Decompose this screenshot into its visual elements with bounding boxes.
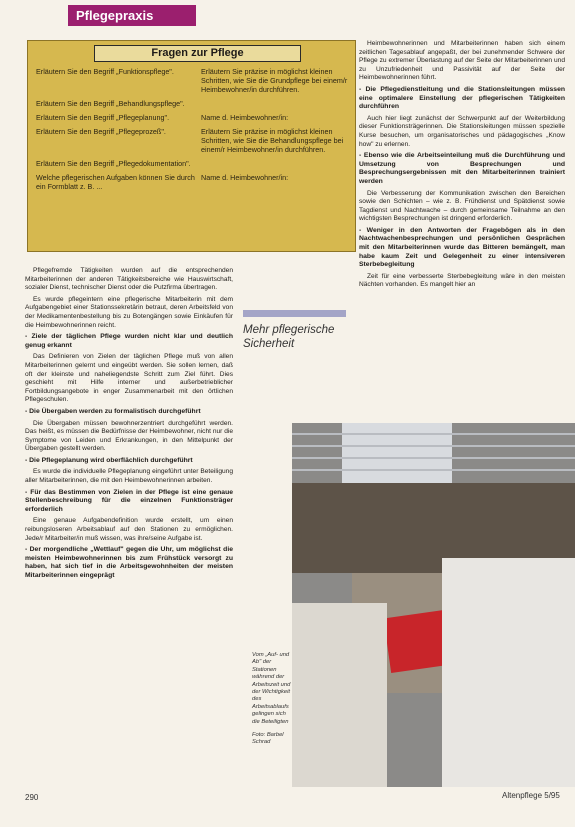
paragraph: Zeit für eine verbesserte Sterbebegleitung wäre in den meisten Nächten vorhanden. Es mangelt hier an (359, 272, 565, 289)
fragen-row (36, 171, 352, 194)
photo (292, 423, 575, 787)
photo-blind (292, 469, 575, 471)
fragen-row (36, 157, 352, 171)
photo-person-left (292, 603, 387, 787)
photo-credit: Foto: Barbel Schrad (252, 732, 284, 746)
subheading: - Die Pflegedienstleitung und die Stationsleitungen müssen eine optimalere Einstellung der pflegerischen Tätigkeiten durchführen (359, 85, 565, 111)
paragraph: Auch hier liegt zunächst der Schwerpunkt auf der Weiterbildung dieser Funktionsträgerinnen. Die Stationsleitungen müssen spezielle Kurse besuchen, um organisatorisches und pädagogisches „Know how" zu erlernen. (359, 114, 565, 148)
subheading: - Für das Bestimmen von Zielen in der Pflege ist eine genaue Stellenbeschreibung für die einzelnen Funktionsträger erforderlich (25, 488, 233, 513)
paragraph: Es wurde pflegeintern eine pflegerische Mitarbeiterin mit dem Aufgabengebiet einer Stationssekretärin betraut, deren Arbeitsfeld von der Medikamentenbestellung bis zu Botengängen sowie Einkäufen für die Heimbewohnerinnen reicht. (25, 295, 233, 329)
subheading: - Ziele der täglichen Pflege wurden nicht klar und deutlich genug erkannt (25, 333, 233, 349)
subheading: - Weniger in den Antworten der Fragebögen als in den Nachtwachenbesprechungen und persönlichen Gesprächen mit den Mitarbeiterinnen wurde das Bitteren bemängelt, man habe kaum Zeit und Gelegenheit zu einer intensiveren Sterbebegleitung (359, 226, 565, 269)
answer: Erläutern Sie präzise in möglichst kleinen Schritten, wie Sie die Grundpflege bei einem/r Heimbewohner/in durchführen. (201, 67, 348, 94)
photo-person (442, 558, 575, 787)
answer: Name d. Heimbewohner/in: (201, 173, 289, 182)
section-tab: Pflegepraxis (68, 5, 196, 26)
photo-blind (292, 457, 575, 459)
fragen-table (36, 65, 352, 194)
answer (201, 97, 352, 111)
subheading: - Ebenso wie die Arbeitseinteilung muß die Durchführung und Umsetzung von Besprechungen und Besprechungsergebnissen mit den Mitarbeiterinnen trainiert werden (359, 152, 565, 185)
answer (201, 157, 352, 171)
paragraph: Pflegefremde Tätigkeiten wurden auf die entsprechenden Mitarbeiterinnen der anderen Tätigkeitsbereiche wie Hauswirtschaft, sozialer Dienst, technischer Dienst oder die Putzfirma übertragen. (25, 267, 233, 292)
photo-window (342, 423, 452, 483)
subheading: - Die Pflegeplanung wird oberflächlich durchgeführt (25, 456, 193, 464)
paragraph: Heimbewohnerinnen und Mitarbeiterinnen haben sich einem zeitlichen Tagesablauf angepaßt, der bei zunehmender Schwere der Pflege zu extremer Überlastung auf der Seite der Mitarbeiterinnen und zu Unzufriedenheit und Passivität auf der Seite der Heimbewohnerinnen führt. (359, 40, 565, 82)
question: Erläutern Sie den Begriff „Pflegedokumentation". (36, 159, 191, 168)
paragraph: Es wurde die individuelle Pflegeplanung eingeführt unter Beteiligung aller Mitarbeiterinnen, die mit den Heimbewohnerinnen arbeiten. (25, 468, 233, 485)
paragraph: Eine genaue Aufgabendefinition wurde erstellt, um einen reibungsloseren Arbeitsablauf auf den Stationen zu ermöglichen. Jede/r Mitarbeiter/in muß wissen, was ihre/seine Aufgabe ist. (25, 517, 233, 542)
fragen-box-title: Fragen zur Pflege (94, 45, 301, 62)
question: Erläutern Sie den Begriff „Pflegeprozeß". (36, 127, 166, 136)
subheading: - Die Übergaben werden zu formalistisch durchgeführt (25, 407, 201, 415)
photo-blind (292, 433, 575, 435)
fragen-row (36, 125, 352, 157)
paragraph: Die Verbesserung der Kommunikation zwischen den Bereichen sowie den Schichten – wie z. B. Frühdienst und Spätdienst sowie Tagdienst und Nachtwache – durch gemeinsame Teilnahme an den wichtigsten Besprechungen ist dringend erforderlich. (359, 189, 565, 223)
pull-quote: Mehr pflegerische Sicherheit (243, 310, 346, 351)
paragraph: Das Definieren von Zielen der täglichen Pflege muß von allen Mitarbeiterinnen gelernt und eingeübt werden. Sie sollen lernen, daß oft der kleinste und naheliegendste Schritt zum Ziel führt. Dies geschieht mit Hilfe interner und außerbetrieblicher Fortbildungsangebote in enger Zusammenarbeit mit den örtlichen Pflegeschulen. (25, 353, 233, 404)
paragraph: Die Übergaben müssen bewohnerzentriert durchgeführt werden. Das heißt, es müssen die Bedürfnisse der Heimbewohner, nicht nur die Symptome von Leiden und Erkrankungen, in den Mittelpunkt der Übergaben gestellt werden. (25, 419, 233, 453)
question: Welche pflegerischen Aufgaben können Sie durch ein Formblatt z. B. ... (36, 173, 195, 191)
page-number: 290 (25, 793, 39, 802)
question: Erläutern Sie den Begriff „Funktionspflege". (36, 67, 174, 76)
fragen-row (36, 65, 352, 97)
fragen-row (36, 97, 352, 111)
subheading: - Der morgendliche „Wettlauf" gegen die Uhr, um möglichst die meisten Heimbewohnerinnen bis zum Frühstück versorgt zu haben, hat sich tief in die Arbeitsgewohnheiten der meisten Mitarbeiterinnen eingeprägt (25, 546, 233, 579)
photo-blind (292, 445, 575, 447)
journal-name: Altenpflege 5/95 (502, 791, 560, 800)
fragen-row (36, 111, 352, 125)
answer: Name d. Heimbewohner/in: (201, 113, 289, 122)
question: Erläutern Sie den Begriff „Behandlungspflege". (36, 99, 185, 108)
left-column (25, 267, 233, 584)
question: Erläutern Sie den Begriff „Pflegeplanung". (36, 113, 170, 122)
right-column (359, 40, 565, 293)
photo-caption (252, 652, 292, 747)
answer: Erläutern Sie präzise in möglichst kleinen Schritten, wie Sie die Behandlungspflege bei einem/r Heimbewohner/in durchführen. (201, 127, 344, 154)
photo-caption-text: Vom „Auf- und Ab" der Stationen während der Arbeitszeit und der Wichtigkeit des Arbeitsablaufs gelingen sich die Beteiligten (252, 652, 291, 725)
fragen-box (27, 40, 356, 252)
